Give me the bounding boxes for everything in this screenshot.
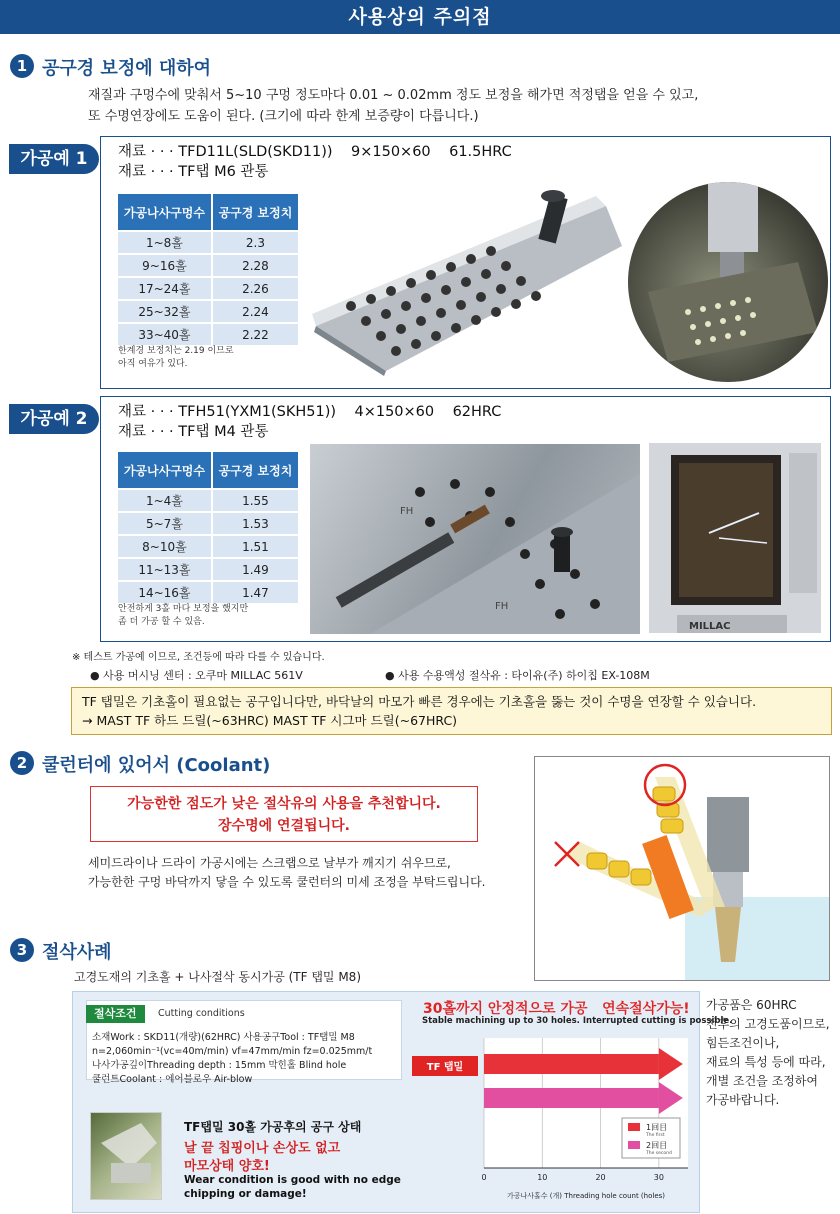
bar-2: [484, 1088, 659, 1108]
col-header-correction: 공구경 보정치: [213, 452, 298, 488]
cutting-conditions-tag: 절삭조건: [86, 1005, 145, 1023]
example1-note1: 한계경 보정치는 2.19 이므로: [118, 346, 234, 356]
example1-note2: 아직 여유가 있다.: [118, 359, 188, 369]
section-number-1: 1: [10, 54, 34, 78]
legend-label-1: 1回目: [646, 1123, 668, 1132]
example2-machine-photo: [649, 443, 821, 633]
table-row: 11~13홀 1.49: [118, 559, 298, 580]
condition-line2: n=2,060min⁻¹(vc=40m/min) vf=47mm/min fz=0.025mm/t: [92, 1046, 373, 1057]
table-row: 9~16홀 2.28: [118, 255, 298, 276]
section-number-2: 2: [10, 751, 34, 775]
bar-1: [484, 1054, 659, 1074]
table-row: 17~24홀 2.26: [118, 278, 298, 299]
coolant-diagram: [534, 756, 830, 981]
table-row: 1~4홀 1.55: [118, 490, 298, 511]
tap-mill-image: [91, 1113, 163, 1201]
machining-image: [628, 182, 828, 382]
table-row: 1~8홀 2.3: [118, 232, 298, 253]
right-note-line: 가공바랍니다.: [706, 1093, 780, 1107]
bullet-coolant: ● 사용 수용액성 절삭유 : 타이유(주) 하이칩 EX-108M: [385, 669, 650, 682]
section-number-3: 3: [10, 938, 34, 962]
right-note-line: 개별 조건을 조정하여: [706, 1074, 818, 1088]
legend-sublabel-1: The first: [646, 1133, 665, 1138]
table-row: 33~40홀 2.22: [118, 324, 298, 345]
legend-swatch-1: [628, 1123, 640, 1131]
example1-label: 가공예 1: [9, 144, 99, 174]
table-row: 5~7홀 1.53: [118, 513, 298, 534]
right-note-line: 재료의 특성 등에 따라,: [706, 1055, 826, 1069]
section1-body-line2: 또 수명연장에도 도움이 된다. (크기에 따라 한계 보증량이 다릅니다.): [88, 109, 479, 124]
chart-title: 30홀까지 안정적으로 가공 연속절삭가능!: [423, 1001, 690, 1017]
cutting-conditions-en: Cutting conditions: [158, 1008, 245, 1019]
table-row: 25~32홀 2.24: [118, 301, 298, 322]
plate-image: [306, 186, 622, 376]
tip-box: [71, 687, 832, 735]
plate2-image: [310, 444, 640, 634]
bullet-machining-center: ● 사용 머시닝 센터 : 오쿠마 MILLAC 561V: [90, 669, 303, 682]
section2-body-line1: 세미드라이나 드라이 가공시에는 스크랩으로 날부가 깨지기 쉬우므로,: [88, 856, 451, 870]
col-header-holes: 가공나사구멍수: [118, 452, 211, 488]
wear-en-line2: chipping or damage!: [184, 1188, 307, 1200]
wear-title: TF탭밀 30홀 가공후의 공구 상태: [184, 1120, 362, 1134]
section1-body-line1: 재질과 구멍수에 맞춰서 5~10 구멍 정도마다 0.01 ~ 0.02mm 정도 보정을 해가면 적정탭을 얻을 수 있고,: [88, 88, 699, 103]
example1-machining-photo: [628, 182, 828, 382]
example2-material1: 재료 · · · TFH51(YXM1(SKH51)) 4×150×60 62HRC: [118, 404, 502, 420]
example2-plate-photo: [310, 444, 640, 634]
category-label: TF 탭밀: [426, 1062, 464, 1073]
col-header-holes: 가공나사구멍수: [118, 194, 211, 230]
coolant-red-line2: 장수명에 연결됩니다.: [218, 818, 350, 834]
tick-label: 20: [595, 1173, 606, 1182]
coolant-recommendation: [90, 786, 478, 842]
legend-label-2: 2回目: [646, 1141, 668, 1150]
section2-body-line2: 가능한한 구멍 바닥까지 닿을 수 있도록 쿨런터의 미세 조정을 부탁드립니다.: [88, 875, 486, 889]
table-row: 8~10홀 1.51: [118, 536, 298, 557]
example2-label: 가공예 2: [9, 404, 99, 434]
section3-subtitle: 고경도재의 기초홀 + 나사절삭 동시가공 (TF 탭밀 M8): [74, 970, 361, 984]
right-note-line: 힘든조건이나,: [706, 1036, 780, 1050]
example2-note1: 안전하게 3홀 마다 보정을 했지만: [118, 604, 249, 614]
tick-label: 10: [537, 1173, 548, 1182]
section-title-1: 공구경 보정에 대하여: [42, 58, 212, 79]
right-note-line: 전후의 고경도품이므로,: [706, 1017, 830, 1031]
example1-material2: 재료 · · · TF탭 M6 관통: [118, 164, 269, 180]
example2-note2: 좀 더 가공 할 수 있음.: [118, 617, 205, 627]
example1-plate-photo: [306, 186, 622, 376]
example2-material2: 재료 · · · TF탭 M4 관통: [118, 424, 269, 440]
coolant-illustration: [535, 757, 830, 981]
legend-sublabel-2: The second: [646, 1151, 672, 1156]
tool-wear-photo: [90, 1112, 162, 1200]
section-title-3: 절삭사례: [42, 942, 112, 963]
wear-en-line1: Wear condition is good with no edge: [184, 1174, 401, 1186]
condition-line1: 소재Work : SKD11(개량)(62HRC) 사용공구Tool : TF탭밀 M8: [92, 1032, 355, 1043]
hole-count-chart: [412, 1030, 698, 1212]
case-right-note: [706, 996, 830, 1110]
tick-label: 0: [481, 1173, 487, 1182]
chart-subtitle: Stable machining up to 30 holes. Interrupted cutting is possible.: [422, 1016, 733, 1026]
condition-line3: 나사가공깊이Threading depth : 15mm 막힌홀 Blind hole: [92, 1060, 347, 1071]
example2-table: [116, 450, 300, 605]
wear-red-line2: 마모상태 양호!: [184, 1159, 270, 1174]
page-header: 사용상의 주의점: [0, 0, 840, 34]
plate-engraving: FH: [400, 506, 414, 517]
x-axis-label: 가공나사홀수 (개) Threading hole count (holes): [506, 1192, 666, 1200]
plate-engraving: FH: [495, 601, 509, 612]
col-header-correction: 공구경 보정치: [213, 194, 298, 230]
condition-line4: 쿨런트Coolant : 에어블로우 Air-blow: [92, 1074, 253, 1085]
machine-image: [649, 443, 821, 633]
example1-table: [116, 192, 300, 347]
wear-red-line1: 날 끝 칩핑이나 손상도 없고: [184, 1141, 341, 1156]
tip-line2: → MAST TF 하드 드릴(~63HRC) MAST TF 시그마 드릴(~67HRC): [82, 713, 458, 728]
tick-label: 30: [653, 1173, 664, 1182]
test-footnote: ※ 테스트 가공예 이므로, 조건등에 따라 다를 수 있습니다.: [72, 652, 325, 663]
legend-swatch-2: [628, 1141, 640, 1149]
machine-label: MILLAC: [689, 621, 731, 632]
table-row: 14~16홀 1.47: [118, 582, 298, 603]
right-note-line: 가공품은 60HRC: [706, 998, 797, 1012]
tip-line1: TF 탭밀은 기초홀이 필요없는 공구입니다만, 바닥날의 마모가 빠른 경우에는 기초홀을 뚫는 것이 수명을 연장할 수 있습니다.: [82, 694, 757, 709]
coolant-red-line1: 가능한한 점도가 낮은 절삭유의 사용을 추천합니다.: [127, 796, 441, 812]
section-title-2: 쿨런터에 있어서 (Coolant): [42, 755, 271, 776]
example1-material1: 재료 · · · TFD11L(SLD(SKD11)) 9×150×60 61.5HRC: [118, 144, 512, 160]
